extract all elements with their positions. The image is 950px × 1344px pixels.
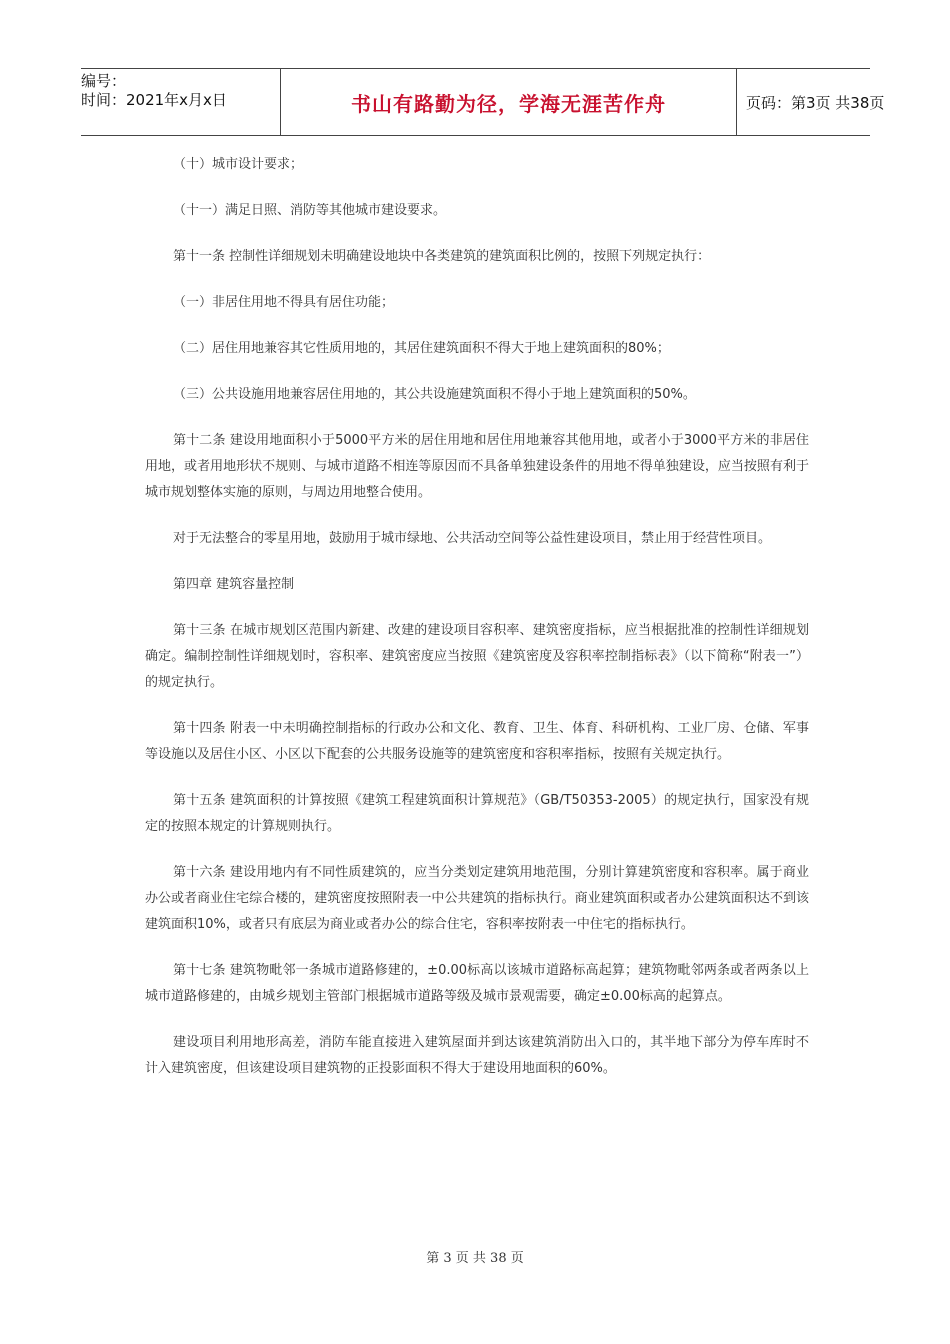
header-meta-cell <box>81 69 281 135</box>
paragraph: 对于无法整合的零星用地，鼓励用于城市绿地、公共活动空间等公益性建设项目，禁止用于经营性项目。 <box>173 531 772 546</box>
paragraph: 第十四条 附表一中未明确控制指标的行政办公和文化、教育、卫生、体育、科研机构、工业厂房、仓储、军事等设施以及居住小区、小区以下配套的公共服务设施等的建筑密度和容积率指标，按照有关规定执行。 <box>145 721 809 762</box>
paragraph: （二）居住用地兼容其它性质用地的，其居住建筑面积不得大于地上建筑面积的80%； <box>173 341 670 356</box>
document-time-label: 时间：2021年x月x日 <box>81 91 227 109</box>
chapter-heading: 第四章 建筑容量控制 <box>173 577 295 592</box>
header-motto: 书山有路勤为径，学海无涯苦作舟 <box>281 69 737 135</box>
paragraph: 建设项目利用地形高差，消防车能直接进入建筑屋面并到达该建筑消防出入口的，其半地下部分为停车库时不计入建筑密度，但该建设项目建筑物的正投影面积不得大于建设用地面积的60%。 <box>145 1035 809 1076</box>
document-number-label: 编号： <box>81 72 127 90</box>
paragraph: 第十一条 控制性详细规划未明确建设地块中各类建筑的建筑面积比例的，按照下列规定执行： <box>173 249 711 264</box>
paragraph: 第十六条 建设用地内有不同性质建筑的，应当分类划定建筑用地范围，分别计算建筑密度和容积率。属于商业办公或者商业住宅综合楼的，建筑密度按照附表一中公共建筑的指标执行。商业建筑面积或者办公建筑面积达不到该建筑面积10%，或者只有底层为商业或者办公的综合住宅，容积率按附表一中住宅的指标执行。 <box>145 865 809 932</box>
paragraph: （三）公共设施用地兼容居住用地的，其公共设施建筑面积不得小于地上建筑面积的50%。 <box>173 387 696 402</box>
page-footer: 第 3 页 共 38 页 <box>426 1251 524 1266</box>
document-body <box>145 152 809 1102</box>
page-header <box>81 68 885 136</box>
paragraph: 第十五条 建筑面积的计算按照《建筑工程建筑面积计算规范》（GB/T50353-2005）的规定执行，国家没有规定的按照本规定的计算规则执行。 <box>145 793 809 834</box>
header-page-info: 页码：第3页 共38页 <box>746 93 885 112</box>
paragraph: 第十三条 在城市规划区范围内新建、改建的建设项目容积率、建筑密度指标，应当根据批准的控制性详细规划确定。编制控制性详细规划时，容积率、建筑密度应当按照《建筑密度及容积率控制指标表》（以下简称“附表一”）的规定执行。 <box>145 623 809 690</box>
paragraph: （十）城市设计要求； <box>173 157 304 172</box>
paragraph: 第十二条 建设用地面积小于5000平方米的居住用地和居住用地兼容其他用地，或者小于3000平方米的非居住用地，或者用地形状不规则、与城市道路不相连等原因而不具备单独建设条件的用地不得单独建设，应当按照有利于城市规划整体实施的原则，与周边用地整合使用。 <box>145 433 809 500</box>
paragraph: （一）非居住用地不得具有居住功能； <box>173 295 395 310</box>
paragraph: （十一）满足日照、消防等其他城市建设要求。 <box>173 203 447 218</box>
paragraph: 第十七条 建筑物毗邻一条城市道路修建的，±0.00标高以该城市道路标高起算；建筑物毗邻两条或者两条以上城市道路修建的，由城乡规划主管部门根据城市道路等级及城市景观需要，确定±0.00标高的起算点。 <box>145 963 809 1004</box>
